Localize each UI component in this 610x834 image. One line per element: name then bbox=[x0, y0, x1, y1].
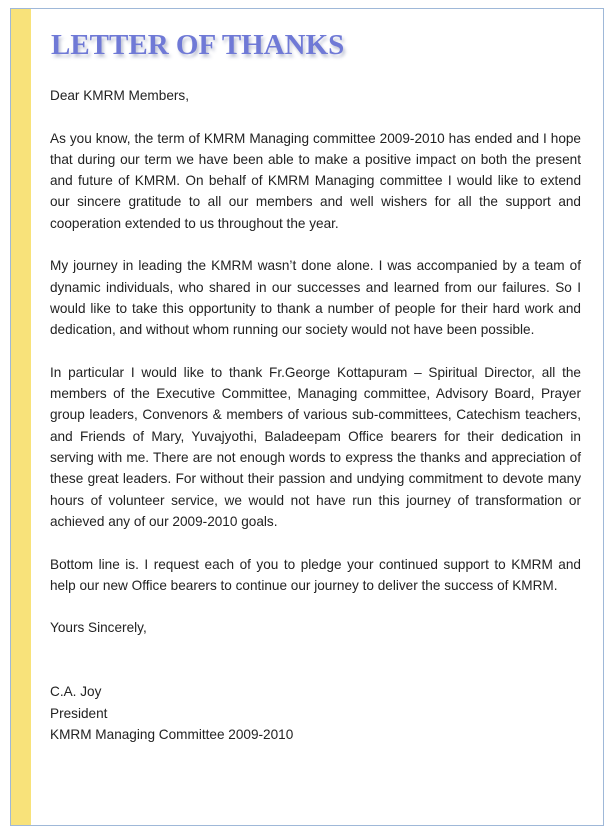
signature-block bbox=[50, 681, 581, 745]
closing: Yours Sincerely, bbox=[50, 620, 147, 636]
letter-frame bbox=[10, 8, 604, 826]
letter-body bbox=[50, 85, 581, 745]
greeting: Dear KMRM Members, bbox=[50, 88, 189, 103]
paragraph-3: In particular I would like to thank Fr.George Kottapuram – Spiritual Director, all the members of the Executive Committee, Managing committee, Advisory Board, Prayer group leaders, Convenors & members of various sub-committees, Catechism teachers, and Friends of Mary, Yuvajyothi, Baladeepam Office bearers for their dedication in serving with me. There are not enough words to express the thanks and appreciation of these great leaders. For without their passion and undying commitment to devote many hours of volunteer service, we would not have run this journey of transformation or achieved any of our 2009-2010 goals. bbox=[50, 364, 581, 529]
signature-org: KMRM Managing Committee 2009-2010 bbox=[50, 726, 294, 742]
paragraph-4: Bottom line is. I request each of you to pledge your continued support to KMRM and help our new Office bearers to continue our journey to deliver the success of KMRM. bbox=[50, 556, 581, 593]
signature-role: President bbox=[50, 705, 108, 721]
paragraph-1: As you know, the term of KMRM Managing committee 2009-2010 has ended and I hope that during our term we have been able to make a positive impact on both the present and future of KMRM. On behalf of KMRM Managing committee I would like to extend our sincere gratitude to all our members and well wishers for all the support and cooperation extended to us throughout the year. bbox=[50, 130, 581, 231]
signature-name: C.A. Joy bbox=[50, 684, 102, 700]
letter-title: LETTER OF THANKS bbox=[51, 29, 345, 61]
paragraph-2: My journey in leading the KMRM wasn’t done alone. I was accompanied by a team of dynamic individuals, who shared in our successes and learned from our failures. So I would like to take this opportunity to thank a number of people for their hard work and dedication, and without whom running our society would not have been possible. bbox=[50, 258, 581, 338]
margin-stripe bbox=[11, 9, 31, 825]
